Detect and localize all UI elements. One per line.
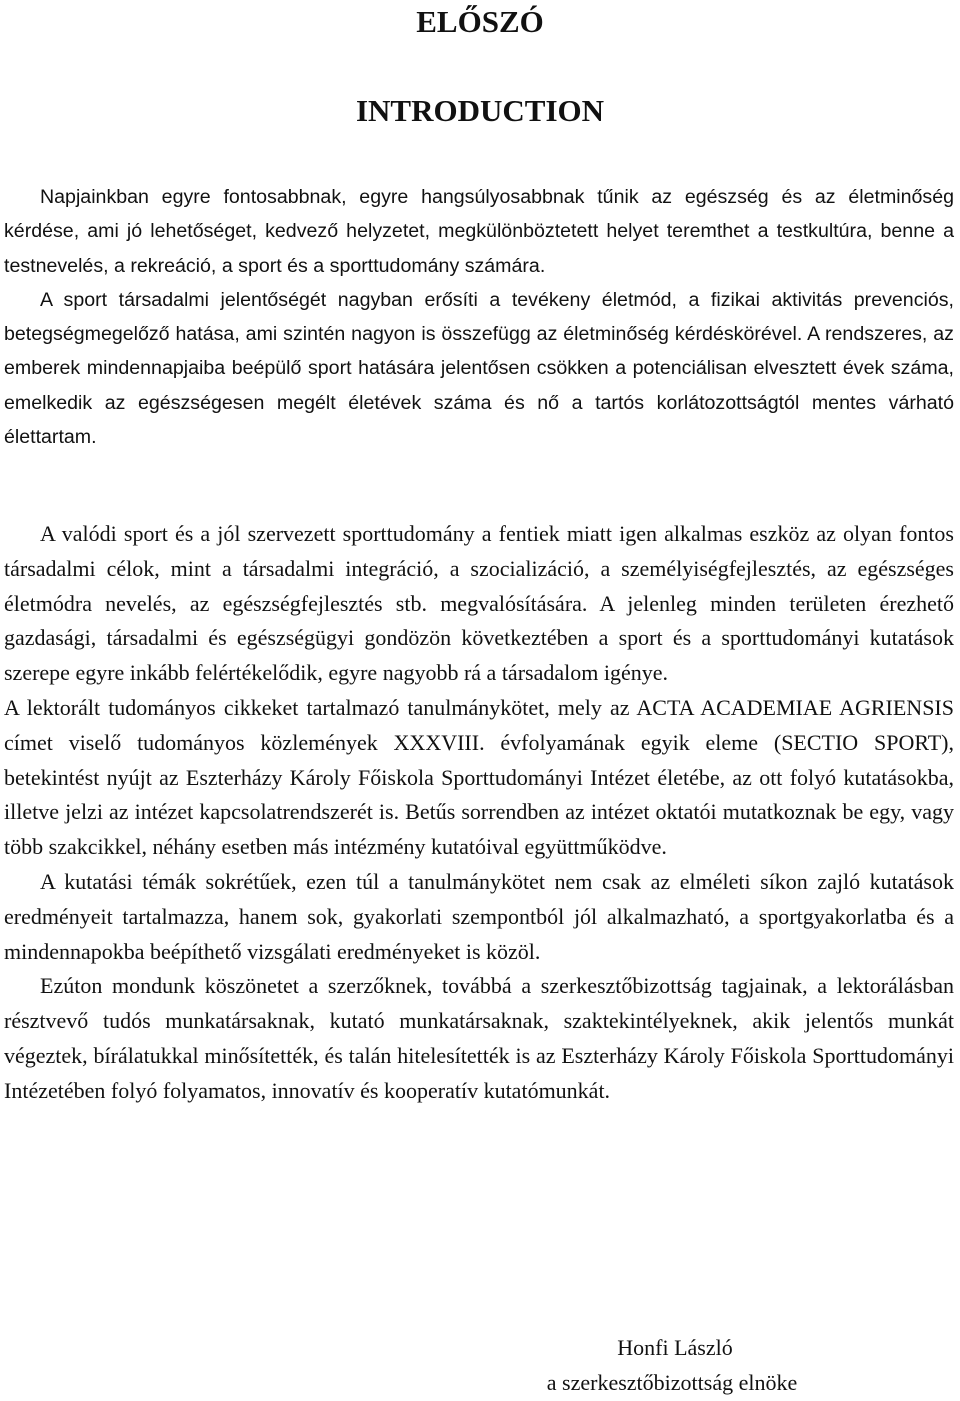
paragraph-2-rest: A rendszeres, az emberek mindennapjaiba beépülő sport hatására jelentősen csökken a potenciálisan elvesztett évek száma, emelkedik az egészségesen megélt életévek száma és nő a tartós korlátozottságtól mentes várható élettartam. — [4, 323, 954, 449]
signature-role: a szerkesztőbizottság elnöke — [546, 1370, 798, 1395]
intro-serif-section — [4, 517, 954, 1109]
paragraph-5: A kutatási témák sokrétűek, ezen túl a tanulmánykötet nem csak az elméleti síkon zajló kutatások eredményeit tartalmazza, hanem sok, gyakorlati szempontból jól alkalmazható, a sportgyakorlatba és a mindennapokba beépíthető vizsgálati eredményeket is közöl. — [4, 868, 954, 964]
paragraph-4: A lektorált tudományos cikkeket tartalmazó tanulmánykötet, mely az ACTA ACADEMIAE AGRIENSIS címet viselő tudományos közlemények XXXVIII. évfolyamának egyik eleme (SECTIO SPORT), betekintést nyújt az Eszterházy Károly Főiskola Sporttudományi Intézet életébe, az ott folyó kutatásokba, illetve jelzi az intézet kapcsolatrendszerét is. Betűs sorrendben az intézet oktatói mutatkoznak be egy, vagy több szakcikkel, néhány esetben más intézmény kutatóival együttműködve. — [4, 694, 954, 860]
intro-sans-section — [4, 180, 954, 454]
paragraph-6: Ezúton mondunk köszönetet a szerzőknek, továbbá a szerkesztőbizottság tagjainak, a lektorálásban résztvevő tudós munkatársaknak, kutató munkatársaknak, szaktekintélyeknek, akik jelentős munkát végeztek, bírálatukkal minősítették, és talán hitelesítették is az Eszterházy Károly Főiskola Sporttudományi Intézetében folyó folyamatos, innovatív és kooperatív kutatómunkát. — [4, 973, 954, 1103]
signature-name: Honfi László — [617, 1335, 733, 1360]
signature-block — [470, 1330, 880, 1400]
page-title-hungarian: ELŐSZÓ — [416, 4, 544, 39]
paragraph-2-sans-part: A sport társadalmi jelentőségét nagyban erősíti a tevékeny életmód, a fizikai aktivitás prevenciós, betegségmegelőző hatása, ami szintén nagyon is összefügg az életminőség kérdéskörével. — [4, 288, 954, 346]
paragraph-1: Napjainkban egyre fontosabbnak, egyre hangsúlyosabbnak tűnik az egészség és az életminőség kérdése, ami jó lehetőséget, kedvező helyzetet, megkülönböztetett helyet teremthet a testkultúra, benne a testnevelés, a rekreáció, a sport és a sporttudomány számára. — [4, 186, 954, 277]
paragraph-2 — [4, 283, 954, 454]
paragraph-3: A valódi sport és a jól szervezett sporttudomány a fentiek miatt igen alkalmas eszköz az olyan fontos társadalmi célok, mint a társadalmi integráció, a szocializáció, a személyiségfejlesztés, az egészséges életmódra nevelés, az egészségfejlesztés stb. megvalósítására. A jelenleg minden területen érezhető gazdasági, társadalmi és egészségügyi gondözön következtében a sport és a sporttudományi kutatások szerepe egyre inkább felértékelődik, egyre nagyobb rá a társadalom igénye. — [4, 521, 954, 686]
page-title-english: INTRODUCTION — [355, 93, 605, 128]
